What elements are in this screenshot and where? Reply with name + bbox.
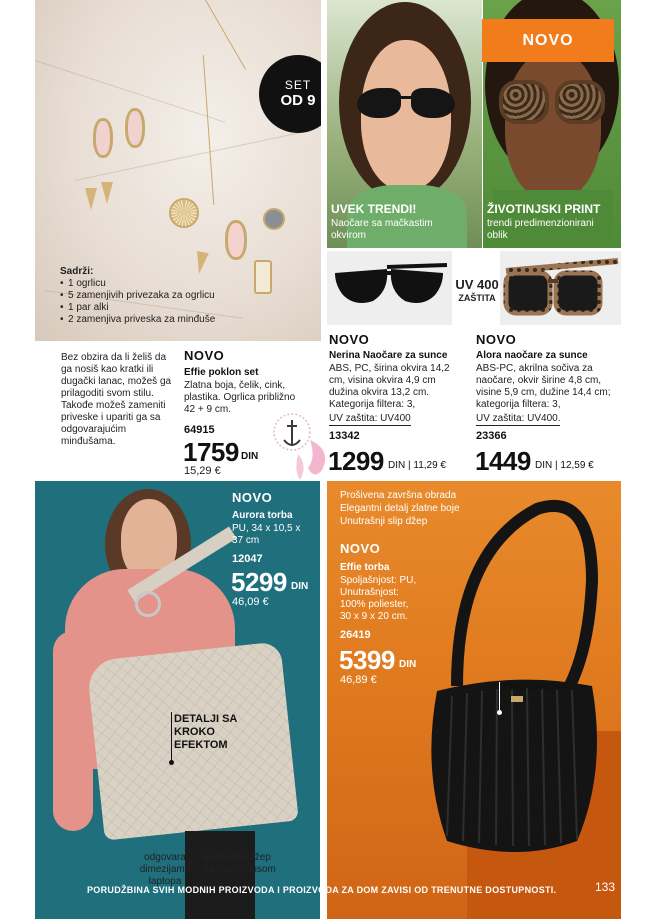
portrait-cat-eye: [327, 0, 482, 248]
aurora-currency: DIN: [291, 581, 309, 592]
earring-left: [93, 118, 113, 158]
aurora-price: 5299: [231, 567, 287, 597]
effie-bullet: Prošivena završna obrada: [340, 490, 457, 501]
jewelry-intro: Bez obzira da li želiš da ga nosiš kao kratki ili dugački lanac, možeš ga prilagoditi svom stilu. Takođe možeš zameniti priveske i upariti ga sa odgovarajućim minđušama.: [61, 352, 172, 447]
effie-price: 5399: [339, 645, 395, 675]
aurora-eur: 46,09 €: [232, 596, 269, 608]
nerina-price: 1299: [328, 446, 384, 476]
alora-novo: NOVO: [476, 332, 517, 347]
set-contents: [60, 266, 270, 326]
jewelry-eur: 15,29 €: [184, 465, 221, 477]
set-badge-line2: OD 9: [280, 92, 316, 109]
pendant-pink: [225, 220, 247, 260]
contents-item: • 1 par alki: [60, 302, 270, 314]
alora-code: 23366: [476, 430, 507, 442]
aurora-note-right: unutrašnji džep sa rajsferšlusom: [203, 852, 276, 875]
effie-desc: Spoljašnjost: PU, Unutrašnjost: 100% poliester, 30 x 9 x 20 cm.: [340, 575, 417, 622]
jewelry-price: 1759: [183, 437, 239, 467]
jewelry-currency: DIN: [241, 451, 259, 462]
nerina-title: Nerina Naočare za sunce: [329, 350, 448, 361]
alora-title: Alora naočare za sunce: [476, 350, 588, 361]
effie-eur: 46,89 €: [340, 674, 377, 686]
jewelry-desc: Zlatna boja, čelik, cink, plastika. Ogrlica približno 42 + 9 cm.: [184, 380, 296, 415]
nerina-uv: UV zaštita: UV400: [329, 413, 411, 424]
uv-badge-line2: ZAŠTITA: [458, 293, 496, 303]
portrait-right-subtitle: trendi predimenzionirani oblik: [487, 218, 594, 241]
aurora-note-left: odgovara dimezijama laptopa: [139, 852, 191, 887]
effie-bullet: Elegantni detalj zlatne boje: [340, 503, 460, 514]
effie-code: 26419: [340, 629, 371, 641]
contents-item: • 1 ogrlicu: [60, 278, 270, 290]
earring-right: [125, 108, 145, 148]
uv-badge-line1: UV 400: [455, 277, 499, 292]
page-number: 133: [595, 880, 616, 894]
alora-sunglasses-image: [500, 251, 621, 325]
pendant-sunburst: [169, 198, 199, 228]
portrait-left-subtitle: Naočare sa mačkastim okvirom: [331, 218, 433, 241]
novo-flag: NOVO: [482, 19, 614, 62]
alora-price: 1449: [475, 446, 531, 476]
contents-item: • 5 zamenjivih privezaka za ogrlicu: [60, 290, 270, 302]
aurora-callout: DETALJI SA KROKO EFEKTOM: [174, 713, 237, 751]
alora-desc: ABS-PC, akrilna sočiva za naočare, okvir širine 4,8 cm, visine 5,9 cm, dužine 14,4 cm; kategorija filtera: 3,: [476, 363, 611, 410]
pendant-stone: [263, 208, 285, 230]
effie-currency: DIN: [399, 659, 417, 670]
effie-callout: PROŠIVENA: [503, 681, 568, 693]
alora-din-eur: DIN | 12,59 €: [535, 460, 594, 471]
effie-novo: NOVO: [340, 541, 381, 556]
nerina-sunglasses-image: [327, 251, 452, 325]
nerina-desc: ABS, PC, širina okvira 14,2 cm, visina okvira 4,9 cm dužina okvira 13,2 cm. Kategorija filtera: 3,: [329, 363, 450, 410]
aurora-code: 12047: [232, 553, 263, 565]
effie-bullet: Unutrašnji slip džep: [340, 516, 428, 527]
contents-heading: Sadrži:: [60, 266, 94, 277]
effie-title: Effie torba: [340, 562, 390, 573]
portrait-right-title: ŽIVOTINJSKI PRINT: [487, 202, 601, 216]
jewelry-title: Effie poklon set: [184, 367, 259, 378]
jewelry-code: 64915: [184, 424, 215, 436]
set-badge-line1: SET: [284, 78, 312, 92]
aurora-title: Aurora torba: [232, 510, 293, 521]
footer-text: PORUDŽBINA SVIH MODNIH PROIZVODA I PROIZVODA ZA DOM ZAVISI OD TRENUTNE DOSTUPNOSTI.: [87, 885, 557, 895]
aurora-desc: PU, 34 x 10,5 x 37 cm: [232, 523, 301, 546]
jewelry-novo: NOVO: [184, 348, 225, 363]
nerina-novo: NOVO: [329, 332, 370, 347]
footer-note: [35, 881, 621, 899]
aurora-novo: NOVO: [232, 490, 273, 505]
nerina-code: 13342: [329, 430, 360, 442]
contents-item: • 2 zamenjiva priveska za minđuše: [60, 314, 270, 326]
nerina-din-eur: DIN | 11,29 €: [388, 460, 446, 471]
uv-badge: [452, 277, 502, 303]
portrait-left-title: UVEK TRENDI!: [331, 202, 417, 216]
set-badge: [259, 55, 321, 133]
alora-uv: UV zaštita: UV400.: [476, 413, 561, 424]
